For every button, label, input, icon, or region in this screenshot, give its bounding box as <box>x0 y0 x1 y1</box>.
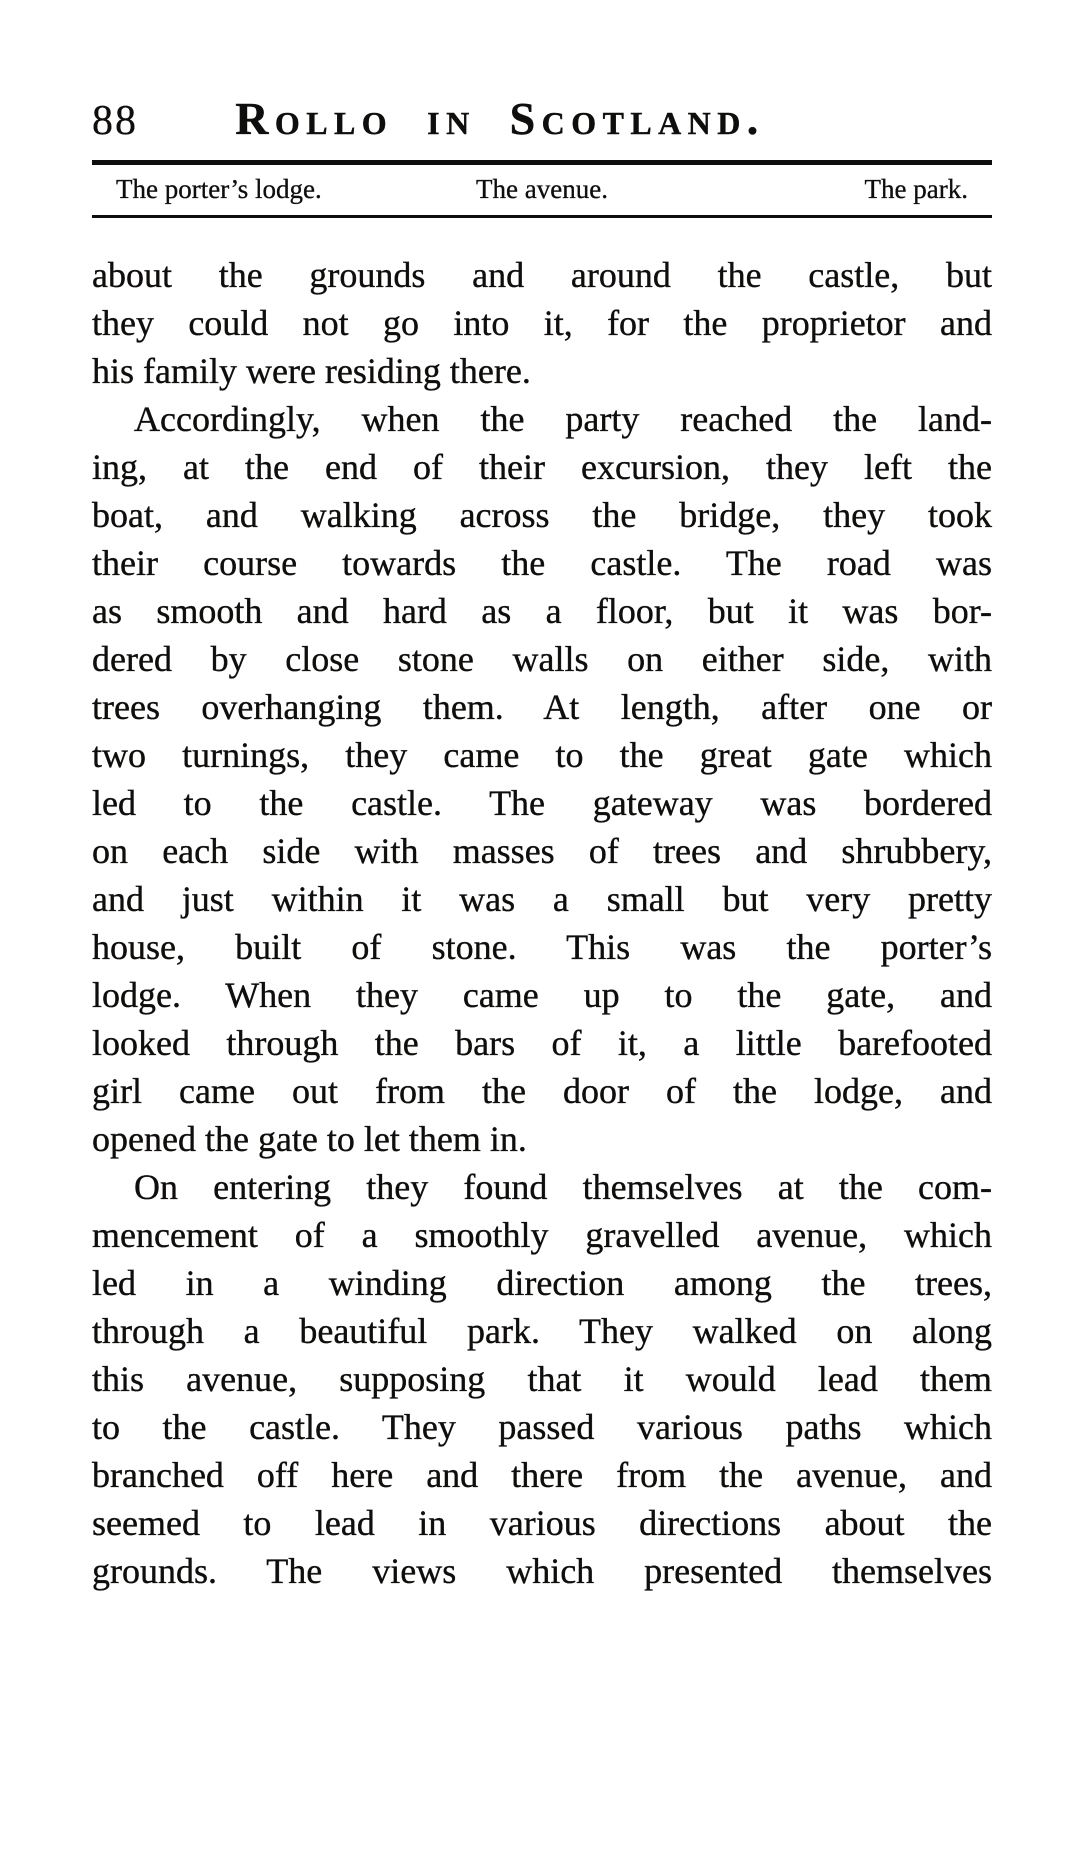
text-line: lodge. When they came up to the gate, and <box>92 975 992 1015</box>
text-line: they could not go into it, for the proprietor and <box>92 303 992 343</box>
text-line: looked through the bars of it, a little barefooted <box>92 1023 992 1063</box>
text-line: Accordingly, when the party reached the land- <box>134 399 992 439</box>
text-line: led to the castle. The gateway was bordered <box>92 783 992 823</box>
page-title: Rollo in Scotland. <box>235 93 765 144</box>
text-line: house, built of stone. This was the porter’s <box>92 927 992 967</box>
text-line: two turnings, they came to the great gate which <box>92 735 992 775</box>
page-header <box>92 0 992 160</box>
text-line: trees overhanging them. At length, after one or <box>92 687 992 727</box>
text-line: grounds. The views which presented themselves <box>92 1551 992 1591</box>
running-head-center: The avenue. <box>476 174 608 204</box>
text-line: opened the gate to let them in. <box>92 1119 527 1159</box>
text-line: about the grounds and around the castle, but <box>92 255 992 295</box>
text-line: to the castle. They passed various paths which <box>92 1407 992 1447</box>
running-head-left: The porter’s lodge. <box>116 174 322 204</box>
page-content <box>92 0 992 1595</box>
page-number: 88 <box>92 98 138 144</box>
text-line: ing, at the end of their excursion, they left the <box>92 447 992 487</box>
text-line: On entering they found themselves at the com- <box>134 1167 992 1207</box>
paragraph <box>92 395 992 1163</box>
paragraph <box>92 1163 992 1595</box>
text-line: this avenue, supposing that it would lead them <box>92 1359 992 1399</box>
running-heads <box>92 165 992 215</box>
text-line: boat, and walking across the bridge, they took <box>92 495 992 535</box>
text-line: his family were residing there. <box>92 351 531 391</box>
text-line: girl came out from the door of the lodge, and <box>92 1071 992 1111</box>
text-line: dered by close stone walls on either side, with <box>92 639 992 679</box>
text-line: led in a winding direction among the trees, <box>92 1263 992 1303</box>
text-line: and just within it was a small but very pretty <box>92 879 992 919</box>
text-line: as smooth and hard as a floor, but it was bor- <box>92 591 992 631</box>
text-line: through a beautiful park. They walked on along <box>92 1311 992 1351</box>
header-rule-bottom <box>92 215 992 218</box>
text-line: mencement of a smoothly gravelled avenue, which <box>92 1215 992 1255</box>
running-head-right: The park. <box>864 174 968 204</box>
text-line: on each side with masses of trees and shrubbery, <box>92 831 992 871</box>
text-line: branched off here and there from the avenue, and <box>92 1455 992 1495</box>
text-line: their course towards the castle. The road was <box>92 543 992 583</box>
paragraph <box>92 251 992 395</box>
text-line: seemed to lead in various directions about the <box>92 1503 992 1543</box>
body-text <box>92 251 992 1595</box>
